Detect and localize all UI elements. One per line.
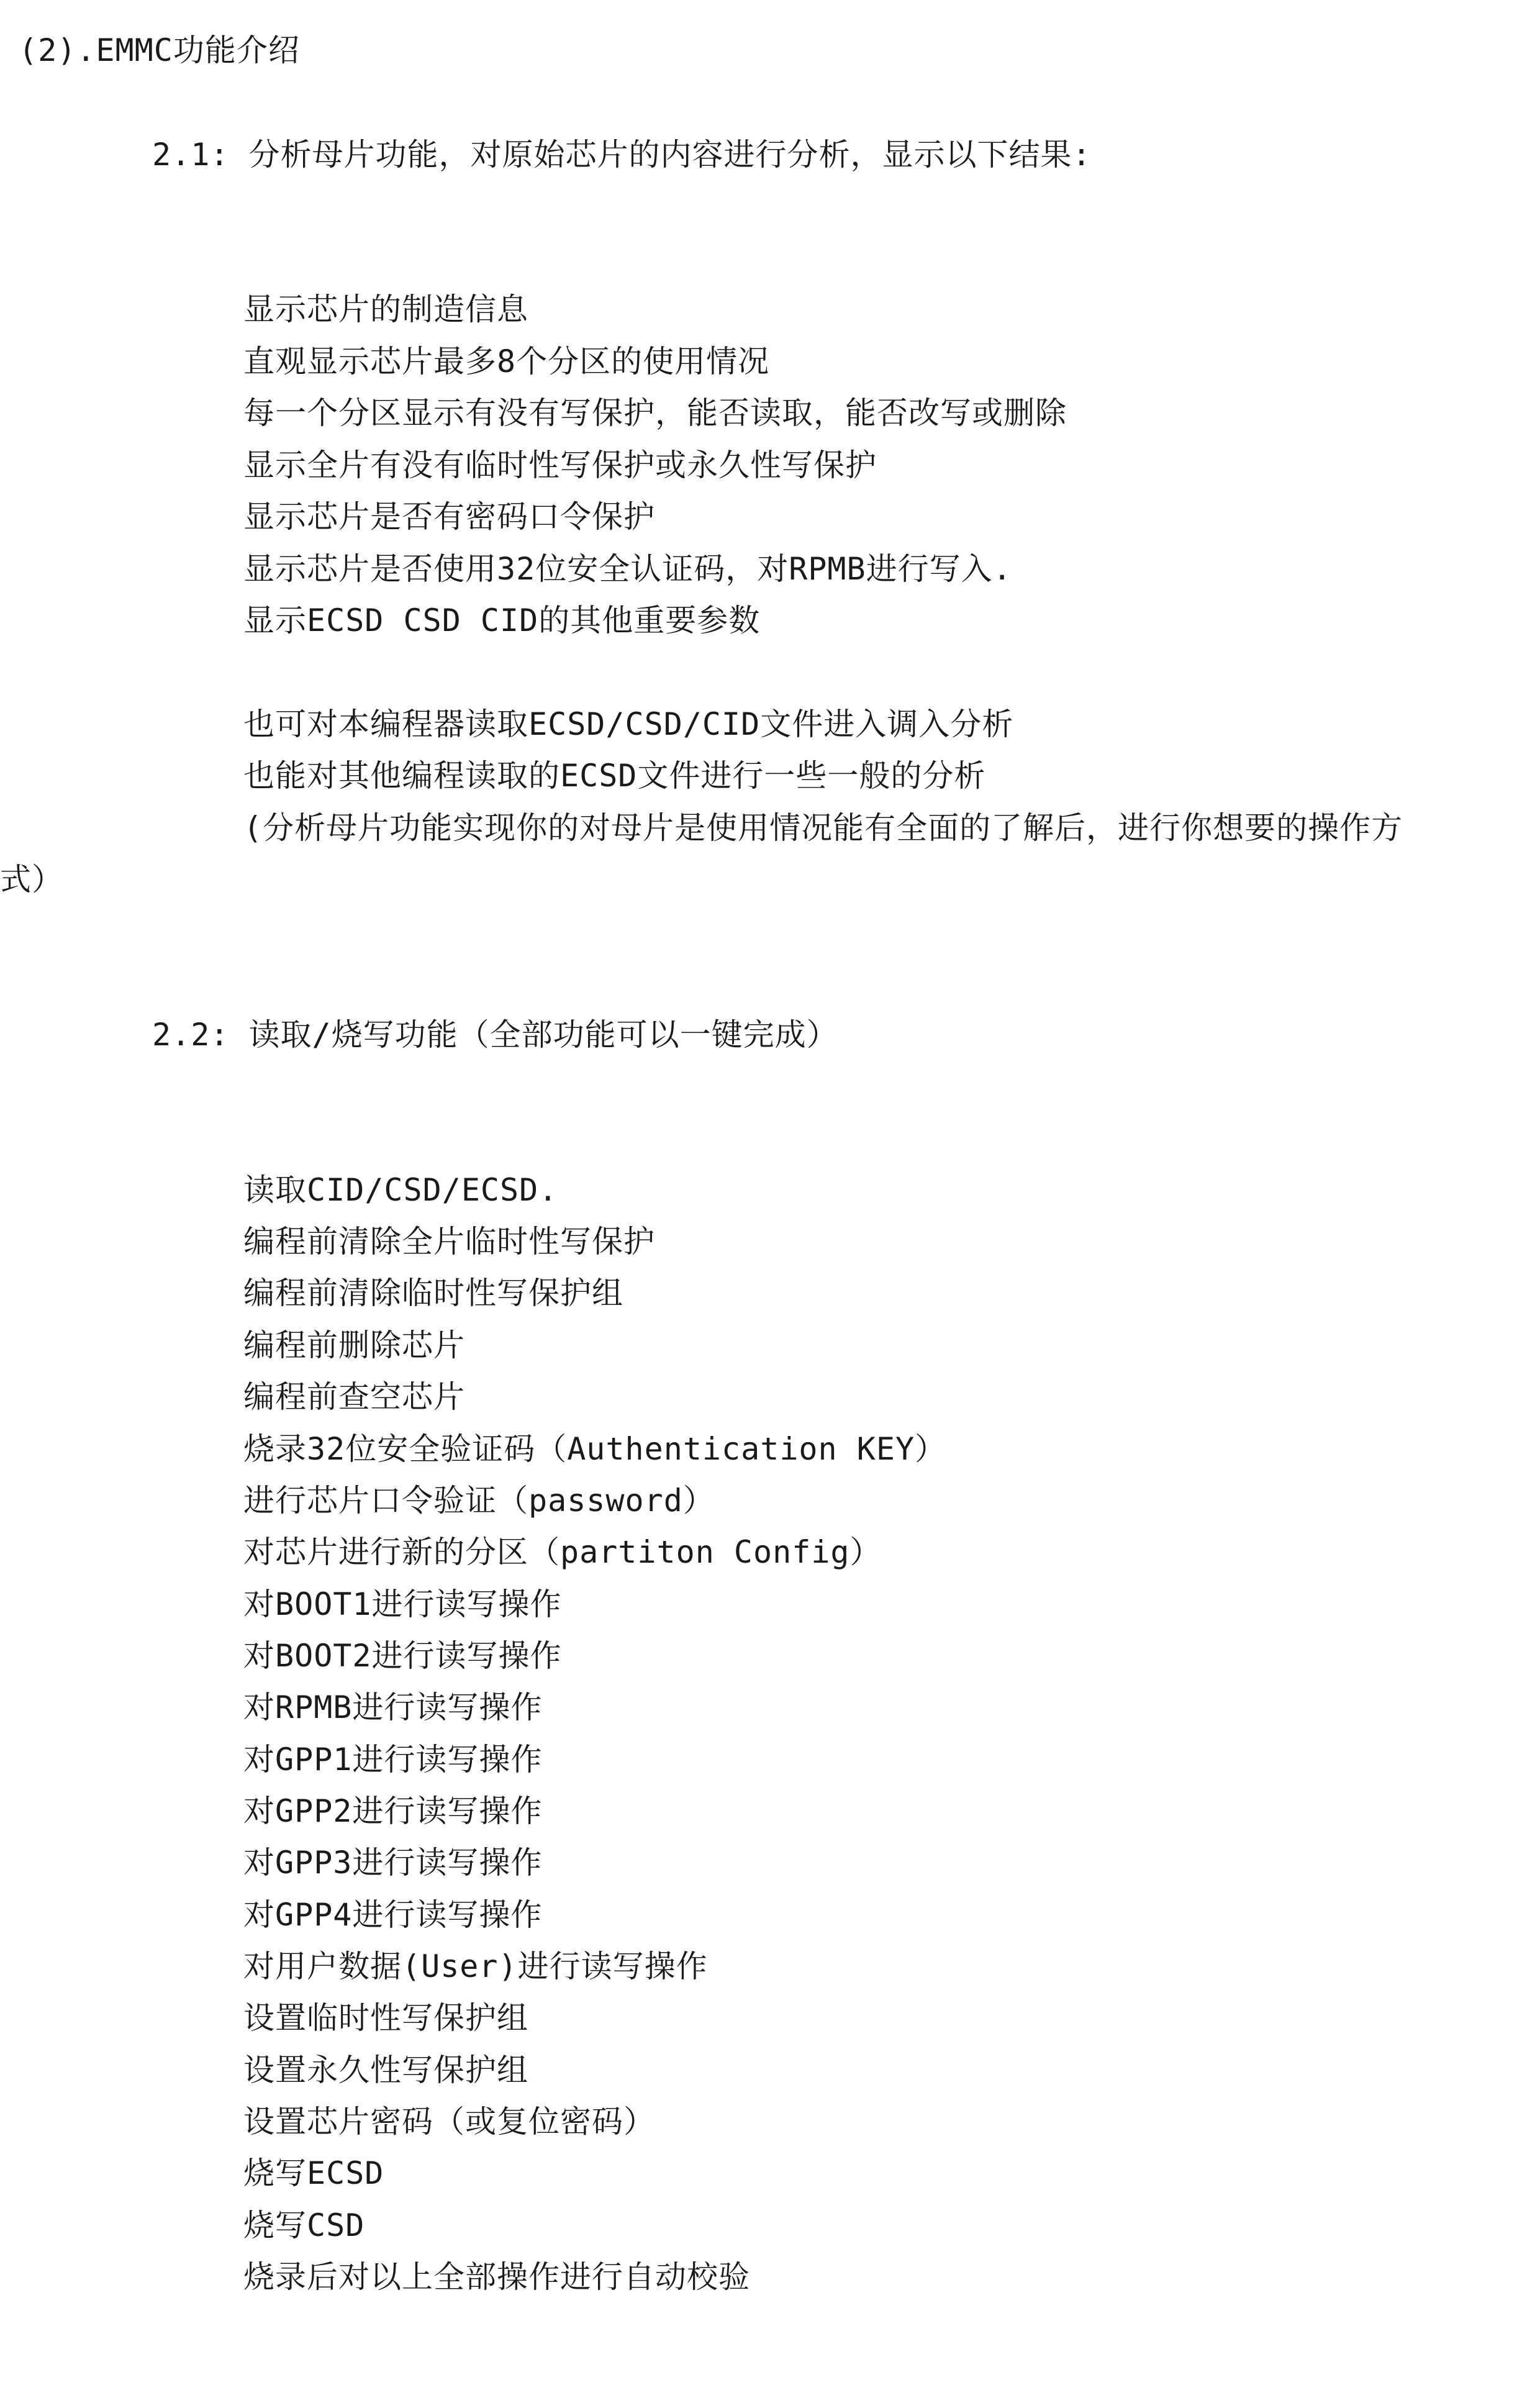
list-item: 烧写ECSD	[243, 2155, 384, 2191]
list-item: 也能对其他编程读取的ECSD文件进行一些一般的分析	[243, 758, 986, 794]
list-item: 也可对本编程器读取ECSD/CSD/CID文件进入调入分析	[243, 706, 1014, 742]
list-item: 对GPP3进行读写操作	[243, 1845, 543, 1881]
list-item: 对GPP2进行读写操作	[243, 1793, 543, 1829]
list-item: 对GPP1进行读写操作	[243, 1742, 543, 1778]
section-2-2-heading: 2.2: 读取/烧写功能（全部功能可以一键完成）	[152, 1017, 838, 1053]
section-2-1-heading: 2.1: 分析母片功能，对原始芯片的内容进行分析，显示以下结果:	[152, 137, 1092, 173]
list-item: 显示ECSD CSD CID的其他重要参数	[243, 602, 761, 638]
list-item: 设置永久性写保护组	[243, 2052, 528, 2088]
list-item: 对BOOT2进行读写操作	[243, 1638, 562, 1674]
list-item: 对GPP4进行读写操作	[243, 1897, 543, 1933]
list-item: 设置临时性写保护组	[243, 2000, 528, 2036]
list-item: 每一个分区显示有没有写保护，能否读取，能否改写或删除	[243, 395, 1067, 431]
document-title: (2).EMMC功能介绍	[19, 32, 300, 68]
note-line: (分析母片功能实现你的对母片是使用情况能有全面的了解后，进行你想要的操作方	[243, 810, 1403, 846]
list-item: 显示芯片的制造信息	[243, 291, 528, 327]
list-item: 对BOOT1进行读写操作	[243, 1586, 562, 1622]
list-item: 对芯片进行新的分区（partiton Config）	[243, 1534, 882, 1570]
list-item: 读取CID/CSD/ECSD.	[243, 1172, 558, 1208]
list-item: 烧录后对以上全部操作进行自动校验	[243, 2259, 750, 2295]
list-item: 烧写CSD	[243, 2207, 365, 2243]
list-item: 编程前清除临时性写保护组	[243, 1275, 623, 1311]
list-item: 显示全片有没有临时性写保护或永久性写保护	[243, 447, 877, 483]
list-item: 显示芯片是否有密码口令保护	[243, 499, 655, 535]
note-line-wrap: 式）	[0, 861, 63, 897]
list-item: 编程前删除芯片	[243, 1327, 465, 1363]
list-item: 直观显示芯片最多8个分区的使用情况	[243, 343, 770, 379]
list-item: 设置芯片密码（或复位密码）	[243, 2104, 655, 2140]
list-item: 显示芯片是否使用32位安全认证码，对RPMB进行写入.	[243, 551, 1012, 587]
list-item: 编程前查空芯片	[243, 1379, 465, 1415]
list-item: 对RPMB进行读写操作	[243, 1689, 543, 1725]
list-item: 对用户数据(User)进行读写操作	[243, 1948, 708, 1984]
list-item: 进行芯片口令验证（password）	[243, 1483, 715, 1519]
list-item: 烧录32位安全验证码（Authentication KEY）	[243, 1431, 947, 1467]
list-item: 编程前清除全片临时性写保护	[243, 1224, 655, 1260]
